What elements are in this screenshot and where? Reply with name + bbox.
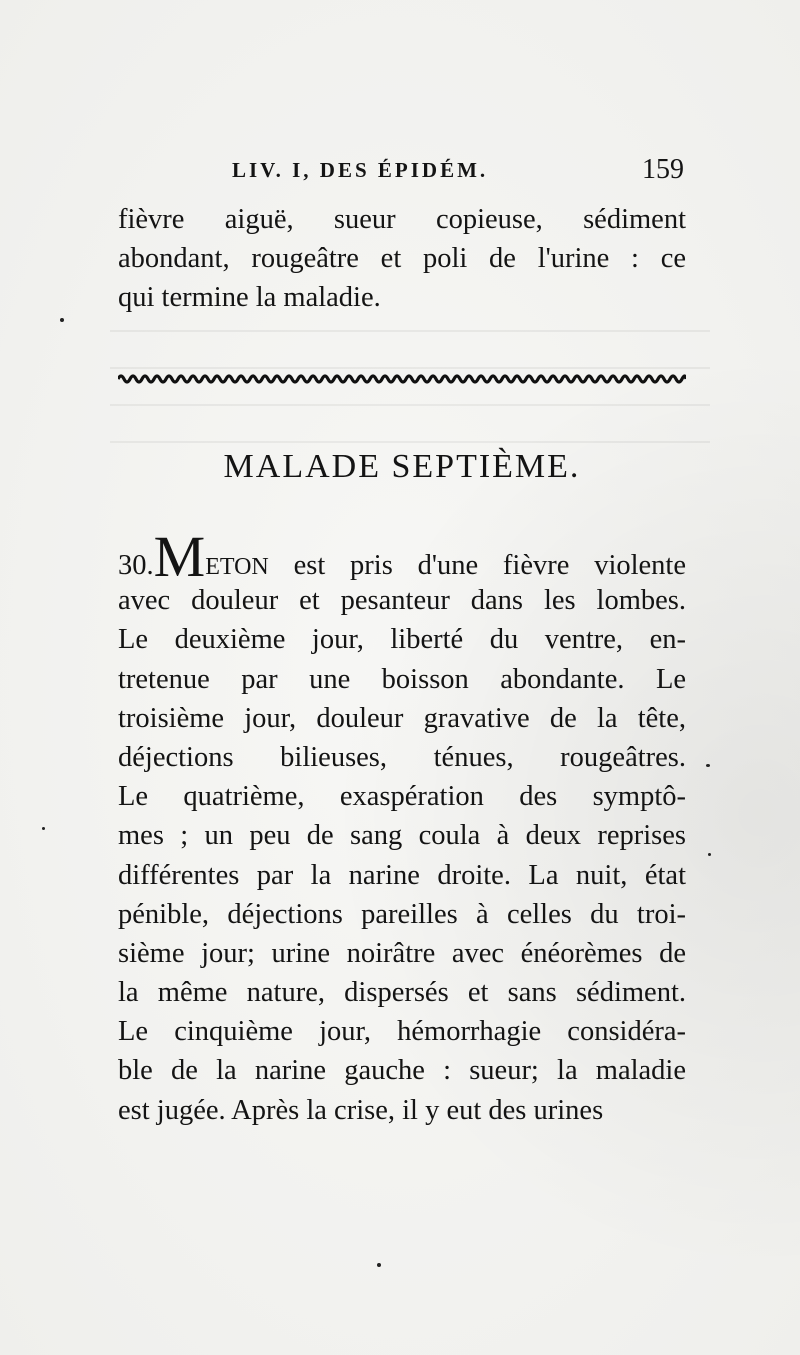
text-line: différentes par la narine droite. La nuit, état: [118, 859, 686, 891]
page-number: 159: [642, 154, 684, 185]
text-line: pénible, déjections pareilles à celles du troi-: [118, 898, 686, 930]
top-paragraph: [118, 200, 686, 318]
text-line: Le deuxième jour, liberté du ventre, en-: [118, 624, 686, 656]
text-line: Le cinquième jour, hémorrhagie considéra-: [118, 1016, 686, 1048]
first-line: [118, 524, 686, 589]
running-head: [232, 154, 692, 190]
drop-capital: M: [153, 524, 206, 589]
first-line-rest: est pris d'une fièvre violente: [268, 550, 686, 581]
paper-speck: [708, 853, 711, 856]
text-line: Le quatrième, exaspération des symptô-: [118, 781, 686, 813]
running-title: LIV. I, DES ÉPIDÉM.: [232, 158, 489, 182]
paper-speck: [377, 1263, 381, 1267]
body-paragraph: [118, 524, 686, 1130]
small-caps-name: ETON: [205, 554, 269, 580]
text-line: avec douleur et pesanteur dans les lombes.: [118, 585, 686, 617]
text-line: sième jour; urine noirâtre avec énéorèmes de: [118, 937, 686, 969]
wavy-rule-ornament: [118, 370, 686, 388]
paper-speck: [60, 318, 64, 322]
text-line: mes ; un peu de sang coula à deux reprises: [118, 820, 686, 852]
text-line: ble de la narine gauche : sueur; la maladie: [118, 1055, 686, 1087]
text-line: qui termine la maladie.: [118, 282, 381, 314]
text-line: abondant, rougeâtre et poli de l'urine : ce: [118, 243, 686, 275]
text-line: est jugée. Après la crise, il y eut des urines: [118, 1094, 604, 1126]
paragraph-number: 30.: [118, 550, 154, 581]
text-line: tretenue par une boisson abondante. Le: [118, 663, 686, 695]
section-title: MALADE SEPTIÈME.: [223, 448, 581, 485]
paper-speck: [42, 827, 45, 830]
paper-speck: [706, 764, 710, 767]
text-line: troisième jour, douleur gravative de la tête,: [118, 702, 686, 734]
text-line: fièvre aiguë, sueur copieuse, sédiment: [118, 204, 686, 235]
text-line: la même nature, dispersés et sans sédiment.: [118, 977, 686, 1009]
text-line: déjections bilieuses, ténues, rougeâtres.: [118, 741, 686, 773]
